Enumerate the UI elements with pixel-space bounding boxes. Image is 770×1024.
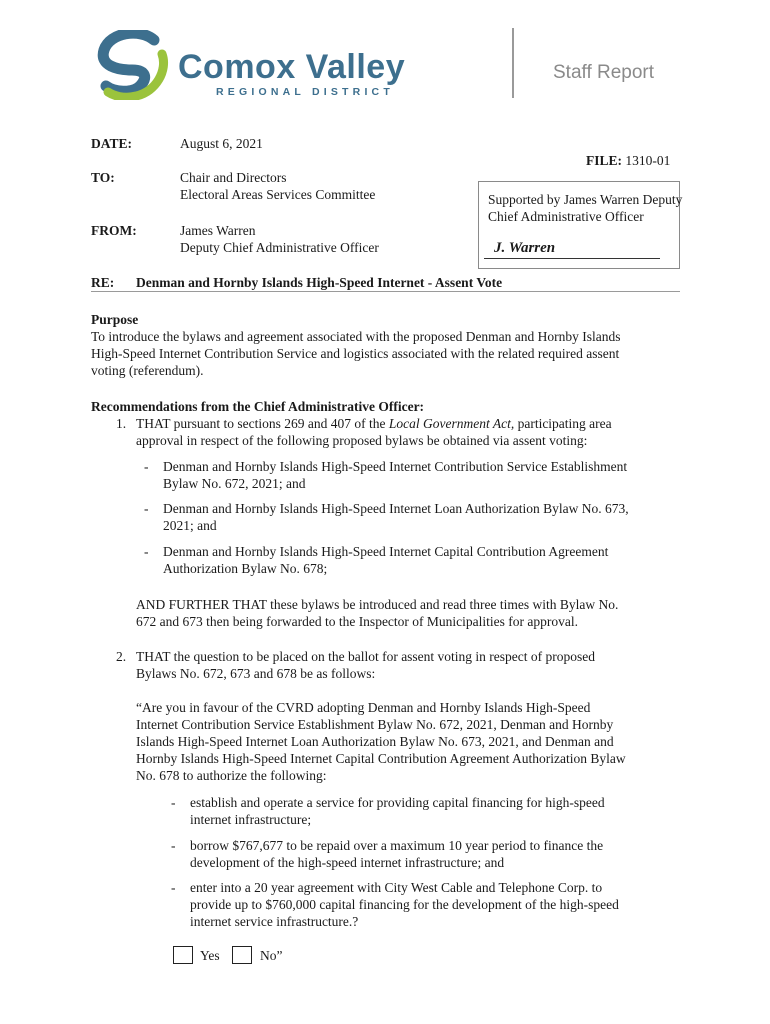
from-label: FROM: — [91, 223, 137, 238]
item2-line1: THAT the question to be placed on the ballot for assent voting in respect of proposed — [136, 649, 596, 664]
item2-bullet3-dash: - — [171, 880, 176, 895]
item2-bullet2-line2: development of the high-speed internet infrastructure; and — [190, 855, 505, 870]
question-line2: Internet Contribution Service Establishment Bylaw No. 672, 2021, Denman and Hornby — [136, 717, 614, 732]
question-line3: Islands High-Speed Internet Loan Authorization Bylaw No. 673, 2021, and Denman and — [136, 734, 614, 749]
from-line1: James Warren — [180, 223, 256, 238]
file-label: FILE: — [586, 153, 623, 168]
no-label: No” — [260, 948, 283, 963]
from-line2: Deputy Chief Administrative Officer — [180, 240, 379, 255]
further-line2: 672 and 673 then being forwarded to the Inspector of Municipalities for approval. — [136, 614, 578, 629]
file-reference — [586, 152, 670, 169]
item1-bullet1-dash: - — [144, 459, 149, 474]
to-line2: Electoral Areas Services Committee — [180, 187, 376, 202]
item1-bullet1-line2: Bylaw No. 672, 2021; and — [163, 476, 306, 491]
act-name: Local Government Act, — [388, 416, 515, 431]
re-divider — [91, 291, 680, 292]
item2-line2: Bylaws No. 672, 673 and 678 be as follows: — [136, 666, 376, 681]
item2-bullet3-line2: provide up to $760,000 capital financing for the development of the high-speed — [190, 897, 619, 912]
signature: J. Warren — [494, 240, 556, 256]
question-line5: No. 678 to authorize the following: — [136, 768, 327, 783]
item2-bullet3-line1: enter into a 20 year agreement with City West Cable and Telephone Corp. to — [190, 880, 603, 895]
item2-bullet1-line2: internet infrastructure; — [190, 812, 312, 827]
item1-bullet3-line1: Denman and Hornby Islands High-Speed Internet Capital Contribution Agreement — [163, 544, 609, 559]
item2-number: 2. — [116, 649, 127, 664]
support-line1: Supported by James Warren Deputy — [488, 192, 683, 207]
support-line2: Chief Administrative Officer — [488, 209, 644, 224]
purpose-line2: High-Speed Internet Contribution Service and logistics associated with the related required assent — [91, 346, 620, 361]
item2-bullet3-line3: internet service infrastructure.? — [190, 914, 359, 929]
re-label: RE: — [91, 275, 115, 290]
file-value: 1310-01 — [625, 153, 671, 168]
item1-bullet1-line1: Denman and Hornby Islands High-Speed Internet Contribution Service Establishment — [163, 459, 628, 474]
item1-line1-pre: THAT pursuant to sections 269 and 407 of the — [136, 416, 389, 431]
purpose-line1: To introduce the bylaws and agreement associated with the proposed Denman and Hornby Islands — [91, 329, 621, 344]
item1-bullet2-dash: - — [144, 501, 149, 516]
recommendations-heading: Recommendations from the Chief Administrative Officer: — [91, 399, 425, 414]
to-line1: Chair and Directors — [180, 170, 287, 185]
item1-bullet3-line2: Authorization Bylaw No. 678; — [163, 561, 328, 576]
logo-name: Comox Valley — [178, 48, 406, 86]
yes-label: Yes — [200, 948, 220, 963]
item1-bullet2-line2: 2021; and — [163, 518, 217, 533]
header-divider — [512, 28, 514, 98]
item1-line1 — [136, 415, 612, 432]
item1-line2: approval in respect of the following proposed bylaws be obtained via assent voting: — [136, 433, 588, 448]
further-line1: AND FURTHER THAT these bylaws be introduced and read three times with Bylaw No. — [136, 597, 619, 612]
re-value: Denman and Hornby Islands High-Speed Internet - Assent Vote — [136, 275, 503, 290]
item1-line1-post: participating area — [514, 416, 612, 431]
date-value: August 6, 2021 — [180, 136, 263, 151]
question-line1: “Are you in favour of the CVRD adopting Denman and Hornby Islands High-Speed — [136, 700, 591, 715]
cvrd-logo-mark — [96, 30, 172, 100]
item2-bullet2-dash: - — [171, 838, 176, 853]
no-checkbox[interactable] — [232, 946, 252, 964]
purpose-heading: Purpose — [91, 312, 139, 327]
item2-bullet1-line1: establish and operate a service for providing capital financing for high-speed — [190, 795, 605, 810]
date-label: DATE: — [91, 136, 133, 151]
item2-bullet2-line1: borrow $767,677 to be repaid over a maximum 10 year period to finance the — [190, 838, 604, 853]
logo-subtitle: REGIONAL DISTRICT — [216, 86, 394, 98]
to-label: TO: — [91, 170, 115, 185]
signature-line — [484, 258, 660, 259]
item2-bullet1-dash: - — [171, 795, 176, 810]
item1-bullet3-dash: - — [144, 544, 149, 559]
question-line4: Hornby Islands High-Speed Internet Capital Contribution Agreement Authorization Bylaw — [136, 751, 626, 766]
item1-number: 1. — [116, 416, 127, 431]
item1-bullet2-line1: Denman and Hornby Islands High-Speed Internet Loan Authorization Bylaw No. 673, — [163, 501, 629, 516]
yes-checkbox[interactable] — [173, 946, 193, 964]
purpose-line3: voting (referendum). — [91, 363, 204, 378]
report-type: Staff Report — [553, 62, 655, 83]
